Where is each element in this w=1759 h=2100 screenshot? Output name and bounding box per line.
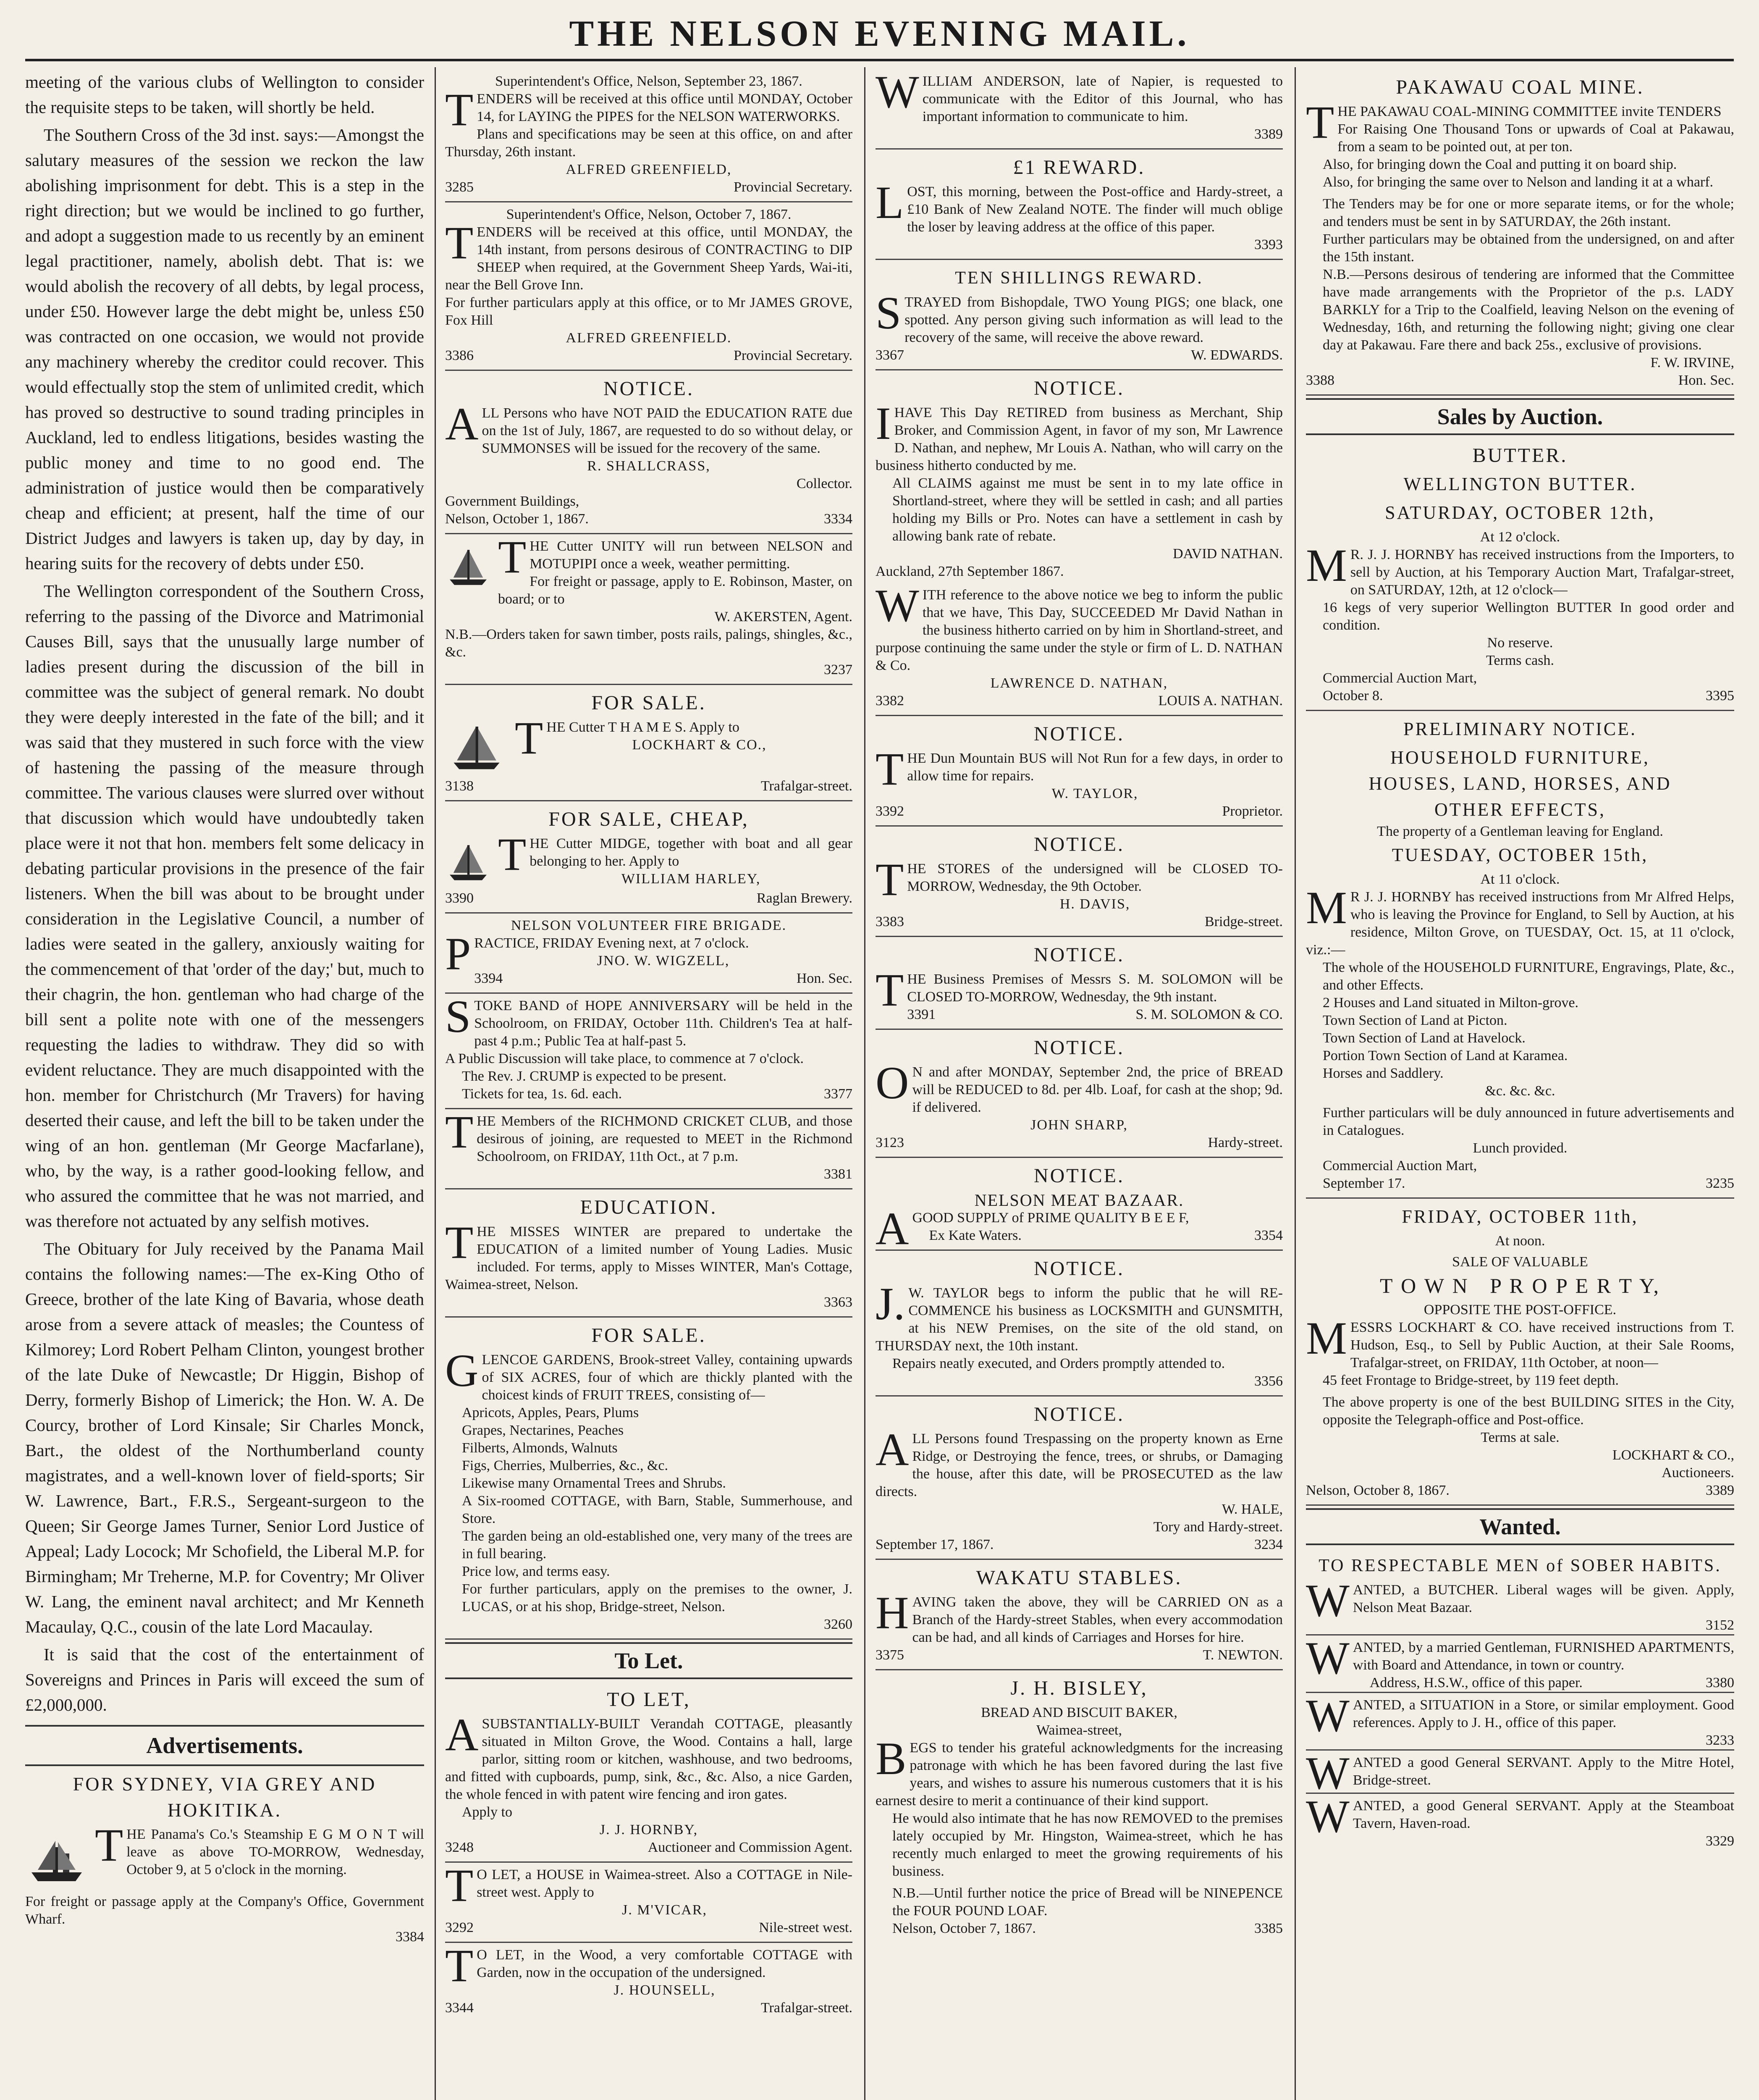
sailing-ship-icon (445, 721, 508, 776)
ad-title: Auctioneers. (1662, 1465, 1734, 1480)
ad-body: GLENCOE GARDENS, Brook-street Valley, containing upwards of SIX ACRES, four of which are thickly planted with the choicest kinds of FRUIT TREES, consisting of— (445, 1345, 852, 1403)
ad-signer: LOCKHART & CO., (1612, 1447, 1734, 1463)
ad-extra: Terms cash. (1486, 653, 1554, 668)
ad-extra: A Public Discussion will take place, to commence at 7 o'clock. (445, 1051, 804, 1066)
ad-office: Superintendent's Office, Nelson, October 7, 1867. (506, 207, 792, 222)
ad-number: 3393 (1254, 237, 1283, 252)
ad-body: THE Cutter UNITY will run between NELSON and MOTUPIPI once a week, weather permitting. (498, 531, 852, 583)
ad-body: STRAYED from Bishopdale, TWO Young PIGS; one black, one spotted. Any person giving such information as will lead to the recovery of the same, will receive the above reward. (876, 287, 1283, 345)
sailing-ship-icon (445, 540, 491, 595)
ad-body: J.W. TAYLOR begs to inform the public that he will RE-COMMENCE his business as LOCKSMITH and GUNSMITH, at his NEW Premises, on the site of the old stand, on THURSDAY next, the 10th instant. (876, 1278, 1283, 1354)
ad-heading: TO LET, (607, 1688, 691, 1711)
ad-heading: NOTICE. (1034, 723, 1125, 745)
cutter-unity-ad (445, 531, 852, 685)
ad-signer: S. M. SOLOMON & CO. (1135, 1007, 1283, 1022)
ad-date-line: TUESDAY, OCTOBER 15th, (1392, 845, 1649, 865)
ad-signer: LAWRENCE D. NATHAN, (990, 675, 1168, 691)
news-paragraph: The Obituary for July received by the Panama Mail contains the following names:—The ex-King Otho of Greece, brother of the late King of Bavaria, whose death arose from a severe attack of measles; the Countess of Kilmorey; Lord Robert Pelham Clinton, youngest brother of the late Duke of Newcastle; Dr Higgin, Bishop of Derry, formerly Bishop of Limerick; the Hon. W. A. De Courcy, brother of Lord Kinsale; Sir Charles Monck, Bart., the oldest of the Northumberland county magistrates, and a well-known lover of field-sports; Sir W. Lawrence, Bart., F.R.S., Sergeant-surgeon to the Queen; Sir George James Turner, Senior Lord Justice of Appeal; Lady Locock; Mr Schofield, the Liberal M.P. for Birmingham; Mr Treherne, M.P. for Coventry; Mr Oliver W. Lang, the eminent naval architect; and Mr Kenneth Macaulay, Q.C., cousin of the late Lord Macaulay. (25, 1239, 424, 1636)
ad-body: TO LET, a HOUSE in Waimea-street. Also a COTTAGE in Nile-street west. Apply to (445, 1860, 852, 1911)
one-pound-reward-ad (876, 150, 1283, 260)
cutter-midge-ad (445, 801, 852, 914)
advertisements-heading: Advertisements. (25, 1725, 424, 1766)
wanted-heading: Wanted. (1306, 1508, 1734, 1545)
ad-heading: WAKATU STABLES. (976, 1567, 1182, 1589)
ad-number: 3381 (824, 1166, 852, 1182)
ad-heading: NOTICE. (1034, 1037, 1125, 1059)
list-item: Portion Town Section of Land at Karamea. (1323, 1048, 1568, 1063)
ad-heading: PRELIMINARY NOTICE. (1403, 719, 1637, 739)
ad-heading: J. H. BISLEY, (1010, 1677, 1148, 1699)
wanted-ads (1306, 1548, 1734, 1855)
list-item: Town Section of Land at Havelock. (1323, 1030, 1526, 1046)
cricket-club-ad (445, 1106, 852, 1189)
ad-subheading: WELLINGTON BUTTER. (1403, 474, 1637, 494)
ad-number: 3285 (445, 179, 474, 195)
ad-extra: Lunch provided. (1473, 1140, 1568, 1156)
ad-heading: £1 REWARD. (1013, 156, 1146, 178)
ad-number: 3248 (445, 1840, 474, 1855)
ad-extra: The Rev. J. CRUMP is expected to be present. (462, 1068, 727, 1084)
ad-note: N.B.—Until further notice the price of Bread will be NINEPENCE the FOUR POUND LOAF. (892, 1885, 1283, 1919)
ad-heading: TEN SHILLINGS REWARD. (955, 268, 1203, 288)
wanted-apartments: WANTED, by a married Gentleman, FURNISHED APARTMENTS, with Board and Attendance, in town or country. (1306, 1633, 1734, 1684)
ad-time: At 12 o'clock. (1480, 529, 1560, 545)
ad-title: Hon. Sec. (796, 971, 852, 986)
ad-number: 3329 (1706, 1833, 1734, 1849)
education-ad (445, 1189, 852, 1318)
ad-subheading: HOUSEHOLD FURNITURE, (1390, 747, 1650, 768)
ad-heading: T O W N P R O P E R T Y, (1379, 1274, 1661, 1297)
ad-date: October 8. (1323, 688, 1383, 704)
ad-extra: 16 kegs of very superior Wellington BUTTER In good order and condition. (1323, 600, 1734, 633)
ad-extra: A Six-roomed COTTAGE, with Barn, Stable, Summerhouse, and Store. (462, 1493, 852, 1526)
ad-extra: The property of a Gentleman leaving for England. (1377, 824, 1663, 839)
pakawau-coal-mine-ad (1306, 69, 1734, 396)
ad-number: 3354 (1254, 1228, 1283, 1243)
ad-body: THE Members of the RICHMOND CRICKET CLUB, and those desirous of joining, are requested to MEET in the Richmond Schoolroom, on FRIDAY, 11th Oct., at 7 p.m. (445, 1106, 852, 1164)
ad-number: 3292 (445, 1920, 474, 1935)
ad-number: 3385 (1254, 1921, 1283, 1936)
ad-extra: The above property is one of the best BUILDING SITES in the City, opposite the Telegraph-office and Post-office. (1323, 1394, 1734, 1428)
ad-body: TENDERS will be received at this office, until MONDAY, the 14th instant, from persons desirous of CONTRACTING to DIP SHEEP when required, at the Government Sheep Yards, Wai-iti, near the Bell Grove Inn. (445, 217, 852, 293)
list-item: For Raising One Thousand Tons or upwards of Coal at Pakawau, from a seam to be pointed out, at per ton. (1337, 121, 1734, 155)
ad-heading: NOTICE. (1034, 833, 1125, 856)
ad-place: Commercial Auction Mart, (1323, 1158, 1477, 1173)
wanted-servant-steamboat: WANTED, a good General SERVANT. Apply at the Steamboat Tavern, Haven-road. (1306, 1791, 1734, 1842)
ad-body: ON and after MONDAY, September 2nd, the price of BREAD will be REDUCED to 8d. per 4lb. Loaf, for cash at the shop; 9d. if delivered. (876, 1057, 1283, 1115)
bus-notice (876, 716, 1283, 827)
ad-number: 3395 (1706, 688, 1734, 704)
ad-number: 3386 (445, 348, 474, 363)
ad-signer: LOUIS A. NATHAN. (1158, 693, 1283, 709)
ad-extra: The Tenders may be for one or more separate items, or for the whole; and tenders must be sent in by SATURDAY, the 26th instant. (1323, 196, 1734, 229)
ad-body: THE Cutter T H A M E S. Apply to (515, 712, 739, 764)
ad-number: 3237 (824, 662, 852, 677)
ad-date: Nelson, October 7, 1867. (892, 1921, 1036, 1936)
ad-date: Nelson, October 1, 1867. (445, 511, 589, 527)
ad-body: STOKE BAND of HOPE ANNIVERSARY will be held in the Schoolroom, on FRIDAY, October 11th. Children's Tea at half-past 4 p.m.; Public Tea at half-past 5. (445, 991, 852, 1049)
ad-heading: NOTICE. (1034, 944, 1125, 966)
davis-stores-notice (876, 827, 1283, 937)
column-ads-3 (876, 69, 1283, 2100)
ad-subheading: BREAD AND BISCUIT BAKER, (981, 1705, 1177, 1720)
wanted-situation: WANTED, a SITUATION in a Store, or similar employment. Good references. Apply to J. H., office of this paper. (1306, 1690, 1734, 1741)
news-paragraph: The Wellington correspondent of the Southern Cross, referring to the passing of the Divorce and Matrimonial Causes Bill, says that the unusually large number of ladies present during the discussion of the bill in committee was the subject of general remark. No doubt they were deeply interested in the fate of the bill; and it was said that they mustered in such force with the view of hastening the passing of the measure through committee. The various clauses were slurred over without that discussion which would have undoubtedly taken place were it not that hon. members felt some delicacy in debating particular provisions in the presence of the fair listeners. When the bill was about to be brought under consideration in the Legislative Council, a number of ladies were seated in the gallery, anxiously waiting for the commencement of that 'order of the day;' but, much to their chagrin, the hon. gentleman who had charge of the bill sent a polite note with one of the messengers requesting the ladies to withdraw. They did so with evident reluctance. They are much disappointed with the hon. member for Christchurch (Mr Travers) for having deserted their cause, and left the bill to be taken under the wing of an hon. gentleman (Mr George Macfarlane), who, by the way, is a rather good-looking fellow, and who assured the committee that he was not married, and was therefore not actuated by any selfish motives. (25, 581, 424, 1231)
ad-date: September 17. (1323, 1176, 1405, 1191)
ad-body: MR J. J. HORNBY has received instructions from Mr Alfred Helps, who is leaving the Province for England, to Sell by Auction, at his residence, Milton Grove, on TUESDAY, Oct. 15, at 11 o'clock, viz.:— (1306, 882, 1734, 958)
list-item: Filberts, Almonds, Walnuts (462, 1440, 618, 1456)
ad-heading: BUTTER. (1472, 444, 1568, 467)
ad-number: 3382 (876, 693, 904, 709)
waterworks-tender-ad (445, 69, 852, 202)
ten-shillings-reward-ad (876, 260, 1283, 370)
ad-place: Tory and Hardy-street. (1153, 1519, 1283, 1535)
list-item: Figs, Cherries, Mulberries, &c., &c. (462, 1458, 668, 1473)
ad-heading: FOR SALE. (591, 1324, 706, 1347)
ad-signer: W. AKERSTEN, Agent. (714, 609, 852, 625)
ad-heading: PAKAWAU COAL MINE. (1396, 76, 1644, 98)
ad-body: MESSRS LOCKHART & CO. have received instructions from T. Hudson, Esq., to Sell by Public Auction, at their Sale Rooms, Trafalgar-street, on FRIDAY, 11th October, at noon— (1306, 1312, 1734, 1370)
ad-signer: J. HOUNSELL, (613, 1982, 716, 1998)
ad-signer: DAVID NATHAN. (1173, 546, 1283, 562)
ad-signer: WILLIAM HARLEY, (621, 871, 761, 887)
ad-heading: EDUCATION. (580, 1196, 718, 1218)
ad-title: Hon. Sec. (1678, 373, 1734, 388)
ad-extra: For further particulars apply at this office, or to Mr JAMES GROVE, Fox Hill (445, 295, 852, 328)
ad-body: THE Panama's Co.'s Steamship E G M O N T will leave as above TO-MORROW, Wednesday, October 9, at 5 o'clock in the morning. (95, 1819, 424, 1877)
ad-number: 3383 (876, 914, 904, 929)
meat-bazaar-notice (876, 1158, 1283, 1254)
ad-signer: ALFRED GREENFIELD, (566, 162, 732, 177)
ad-signer: JNO. W. WIGZELL, (597, 953, 730, 969)
ad-number: 3389 (1706, 1483, 1734, 1498)
ad-body: THE Dun Mountain BUS will Not Run for a few days, in order to allow time for repairs. (876, 743, 1283, 795)
ad-number: 3391 (907, 1007, 936, 1022)
steamship-icon (25, 1828, 88, 1891)
solomon-notice (876, 937, 1283, 1030)
ad-date: September 17, 1867. (876, 1537, 994, 1552)
ad-extra: The garden being an old-established one, very many of the trees are in full bearing. (462, 1528, 852, 1562)
ad-number: 3375 (876, 1647, 904, 1663)
ad-heading: FOR SYDNEY, VIA GREY AND HOKITIKA. (73, 1773, 377, 1821)
ad-heading: NOTICE. (1034, 1403, 1125, 1425)
ad-apply: Apply to (462, 1804, 512, 1820)
ad-subheading: SALE OF VALUABLE (1452, 1254, 1588, 1270)
ad-note: N.B.—Orders taken for sawn timber, posts rails, palings, shingles, &c., &c. (445, 627, 852, 660)
ad-signer: ALFRED GREENFIELD. (566, 330, 732, 346)
ad-body: WITH reference to the above notice we beg to inform the public that we have, This Day, SUCCEEDED Mr David Nathan in the business hitherto carried on by him in Shortland-street, and purpose continuing the same under the style or firm of L. D. NATHAN & Co. (876, 580, 1283, 673)
ad-body: ALL Persons who have NOT PAID the EDUCATION RATE due on the 1st of July, 1867, are requested to do so without delay, or SUMMONSES will be issued for the recovery of the same. (445, 398, 852, 456)
to-let-cottage-ad (445, 1682, 852, 1863)
ad-signer: J. J. HORNBY, (599, 1822, 698, 1838)
ad-signer: H. DAVIS, (1059, 896, 1130, 912)
nathan-notice (876, 370, 1283, 716)
ad-signer: LOCKHART & CO., (632, 737, 767, 753)
ad-heading: TO RESPECTABLE MEN of SOBER HABITS. (1319, 1556, 1722, 1575)
ad-subheading: HOUSES, LAND, HORSES, AND (1368, 773, 1672, 794)
ad-signer: W. EDWARDS. (1191, 347, 1283, 363)
sydney-steamship-ad (25, 1766, 424, 1951)
masthead-rule (25, 59, 1734, 61)
to-let-heading: To Let. (445, 1642, 852, 1679)
ad-signer: W. TAYLOR, (1051, 786, 1138, 801)
news-paragraph: The Southern Cross of the 3d inst. says:—Amongst the salutary measures of the session we reckon the law abolishing imprisonment for debt. This is a step in the right direction; but we would be inclined to go further, and adopt a suggestion made to us recently by an eminent legal practitioner, namely, abolish debt. That is: we would abolish the recovery of all debts, by legal process, under £50. However large the debt might be, unless £50 was contracted on one occasion, we would not provide any machinery whereby the creditor could recover. This would effectually stop the stem of unlimited credit, which has proved so destructive to sound trading principles in Auckland, led to endless litigations, besides wasting the public money and time to no good end. The administration of justice would then be comparatively cheap and efficient; at present, half the time of our District Judges and lawyers is taken up, day by day, in hearing suits for the recovery of debts under £50. (25, 125, 424, 573)
ad-body: LOST, this morning, between the Post-office and Hardy-street, a £10 Bank of New Zealand NOTE. The finder will much oblige the loser by leaving address at the office of this paper. (876, 177, 1283, 235)
list-item: Horses and Saddlery. (1323, 1066, 1444, 1081)
ad-title: Provincial Secretary. (734, 348, 852, 363)
ad-signer: W. HALE, (1222, 1502, 1283, 1517)
ad-subheading: OPPOSITE THE POST-OFFICE. (1423, 1302, 1617, 1318)
anderson-notice (876, 69, 1283, 150)
ad-heading: NOTICE. (1034, 1257, 1125, 1280)
list-item: 2 Houses and Land situated in Milton-grove. (1323, 995, 1579, 1011)
ad-number: 3384 (396, 1929, 424, 1945)
ad-number: 3389 (1254, 126, 1283, 142)
ad-number: 3367 (876, 347, 904, 363)
wanted-butcher: WANTED, a BUTCHER. Liberal wages will be given. Apply, Nelson Meat Bazaar. (1306, 1575, 1734, 1626)
ad-heading: NELSON VOLUNTEER FIRE BRIGADE. (511, 918, 787, 933)
column-rule (1295, 67, 1296, 2100)
list-item: Also, for bringing down the Coal and putting it on board ship. (1323, 157, 1677, 172)
ad-body: THE PAKAWAU COAL-MINING COMMITTEE invite TENDERS (1306, 97, 1722, 148)
ad-body: WILLIAM ANDERSON, late of Napier, is requested to communicate with the Editor of this Journal, who has important information to communicate to him. (876, 69, 1283, 124)
ad-body: IHAVE This Day RETIRED from business as Merchant, Ship Broker, and Commission Agent, in favor of my son, Mr Lawrence D. Nathan, and nephew, Mr Louis A. Nathan, who will carry on the business hitherto conducted by me. (876, 398, 1283, 473)
wanted-servant-mitre: WANTED a good General SERVANT. Apply to the Mitre Hotel, Bridge-street. (1306, 1748, 1734, 1799)
ad-number: 3380 (1706, 1675, 1734, 1690)
ad-number: 3390 (445, 890, 474, 906)
ad-body: AGOOD SUPPLY of PRIME QUALITY B E E F, (876, 1203, 1189, 1254)
list-item: Grapes, Nectarines, Peaches (462, 1423, 624, 1438)
bread-price-notice (876, 1030, 1283, 1158)
trespass-notice (876, 1396, 1283, 1560)
ad-place: Hardy-street. (1208, 1135, 1283, 1150)
news-paragraph: meeting of the various clubs of Wellington to consider the requisite steps to be taken, will shortly be held. (25, 72, 424, 117)
ad-number: 3344 (445, 2000, 474, 2016)
ad-extra: Price low, and terms easy. (462, 1564, 610, 1579)
ad-number: 3234 (1254, 1537, 1283, 1552)
ad-place: Waimea-street, (1036, 1722, 1122, 1738)
ad-place: Commercial Auction Mart, (1323, 670, 1477, 686)
fire-brigade-ad (445, 914, 852, 994)
ad-signer: JOHN SHARP, (1030, 1117, 1128, 1133)
ad-number: 3392 (876, 803, 904, 819)
ad-heading: NOTICE. (1034, 1165, 1125, 1187)
list-item: Apricots, Apples, Pears, Plums (462, 1405, 639, 1420)
to-let-house-ad (445, 1860, 852, 1943)
furniture-auction-ad (1306, 711, 1734, 1199)
town-property-auction-ad (1306, 1199, 1734, 1506)
ad-place: Bridge-street. (1205, 914, 1283, 929)
ad-number: 3260 (824, 1617, 852, 1632)
ad-extra: For further particulars, apply on the premises to the owner, J. LUCAS, or at his shop, Bridge-street, Nelson. (462, 1581, 852, 1614)
ad-extra: Further particulars will be duly announced in future advertisements and in Catalogues. (1323, 1105, 1734, 1138)
butter-auction-ad (1306, 438, 1734, 711)
ad-extra: 45 feet Frontage to Bridge-street, by 119 feet depth. (1323, 1373, 1619, 1388)
ad-number: 3138 (445, 778, 474, 794)
sheep-dip-tender-ad (445, 202, 852, 371)
ad-body: THE Cutter MIDGE, together with boat and all gear belonging to her. Apply to (498, 829, 852, 880)
ad-number: 3235 (1706, 1176, 1734, 1191)
ad-body: BEGS to tender his grateful acknowledgments for the increasing patronage with which he has been favored during the last five years, and wishes to assure his numerous customers that it is his earnest desire to merit a continuance of their kind support. (876, 1733, 1283, 1809)
ad-number: 3377 (824, 1086, 852, 1102)
sales-by-auction-heading: Sales by Auction. (1306, 398, 1734, 435)
ad-time: At noon. (1495, 1233, 1545, 1249)
ad-date: Nelson, October 8, 1867. (1306, 1483, 1450, 1498)
ad-number: 3233 (1706, 1732, 1734, 1748)
ad-body: TENDERS will be received at this office until MONDAY, October 14, for LAYING the PIPES for the NELSON WATERWORKS. (445, 84, 852, 135)
ad-signer: F. W. IRVINE, (1650, 355, 1734, 370)
ad-signer: T. NEWTON. (1203, 1647, 1283, 1663)
ad-body: THE STORES of the undersigned will be CLOSED TO-MORROW, Wednesday, the 9th October. (876, 854, 1283, 905)
column-ads-4 (1306, 69, 1734, 2100)
ad-address: Address, H.S.W., office of this paper. (1369, 1675, 1583, 1690)
ad-date: Auckland, 27th September 1867. (876, 564, 1064, 579)
ad-body: HAVING taken the above, they will be CARRIED ON as a Branch of the Hardy-street Stables, when every accommodation can be had, and all kinds of Carriages and Horses for hire. (876, 1587, 1283, 1645)
ad-number: 3388 (1306, 373, 1334, 388)
ad-extra: Terms at sale. (1481, 1430, 1560, 1445)
ad-body: THE Business Premises of Messrs S. M. SOLOMON will be CLOSED TO-MORROW, Wednesday, the 9th instant. (876, 964, 1283, 1016)
cutter-thames-ad (445, 685, 852, 801)
ad-title: Collector. (796, 476, 852, 491)
sailing-ship-icon (445, 837, 491, 888)
ad-heading: NOTICE. (603, 378, 694, 400)
column-ads-2 (445, 69, 852, 2100)
ad-body: ASUBSTANTIALLY-BUILT Verandah COTTAGE, pleasantly situated in Milton Grove, the Wood. Contains a hall, large parlor, sitting room or kitchen, washhouse, and two bedrooms, and fitted with cupboards, pump, sink, &c., &c. Also, a nice Garden, the whole fenced in with patent wire fencing and iron gates. (445, 1709, 852, 1802)
ad-extra: No reserve. (1487, 635, 1553, 651)
ad-extra: He would also intimate that he has now REMOVED to the premises lately occupied by Mr. Hingston, Waimea-street, which he has recently much enlarged to meet the growing requirements of his business. (892, 1811, 1283, 1879)
ad-extra: Ex Kate Waters. (929, 1228, 1022, 1243)
ad-title: Proprietor. (1222, 803, 1283, 819)
wakatu-stables-ad (876, 1560, 1283, 1670)
ad-extra: Further particulars may be obtained from the undersigned, on and after the 15th instant. (1323, 231, 1734, 265)
ad-office: Superintendent's Office, Nelson, September 23, 1867. (495, 74, 802, 89)
ad-extra: Plans and specifications may be seen at this office, on and after Thursday, 26th instant. (445, 126, 852, 160)
ad-extra: All CLAIMS against me must be sent in to my late office in Shortland-street, where they will be settled in cash; and all parties holding my Bills or Pro. Notes can have a settlement in cash by allowing bank rate of rebate. (892, 475, 1283, 544)
ad-extra: Repairs neatly executed, and Orders promptly attended to. (892, 1356, 1225, 1371)
gunsmith-notice (876, 1251, 1283, 1396)
column-news (25, 69, 424, 2100)
ad-place: Trafalgar-street. (760, 2000, 852, 2016)
ad-number: 3394 (474, 971, 503, 986)
ad-heading: FOR SALE. (591, 692, 706, 714)
news-paragraph: It is said that the cost of the entertainment of Sovereigns and Princes in Paris will exceed the sum of £2,000,000. (25, 1645, 424, 1714)
ad-note: N.B.—Persons desirous of tendering are informed that the Committee have made arrangements with the Proprietor of the p.s. LADY BARKLY for a Trip to the Coalfield, leaving Nelson on the evening of Wednesday, 16th, and returning the following night; giving one clear day at Pakawau. Fare there and back 25s., exclusive of provisions. (1323, 267, 1734, 353)
ad-title: Auctioneer and Commission Agent. (648, 1840, 852, 1855)
ad-date-line: SATURDAY, OCTOBER 12th, (1385, 502, 1655, 523)
ad-title: Provincial Secretary. (734, 179, 852, 195)
stoke-band-ad (445, 991, 852, 1109)
ad-subheading: OTHER EFFECTS, (1434, 799, 1606, 820)
ad-extra: For freight or passage, apply to E. Robinson, Master, on board; or to (498, 574, 852, 607)
ad-signer: R. SHALLCRASS, (587, 458, 710, 474)
ad-body: THE MISSES WINTER are prepared to undertake the EDUCATION of a limited number of Young Ladies. Music included. For terms, apply to Misses WINTER, Man's Cottage, Waimea-street, Nelson. (445, 1217, 852, 1292)
ad-tickets: Tickets for tea, 1s. 6d. each. (462, 1086, 622, 1102)
glencoe-gardens-ad (445, 1318, 852, 1640)
ad-subheading: NELSON MEAT BAZAAR. (974, 1191, 1184, 1210)
list-item: Also, for bringing the same over to Nelson and landing it at a wharf. (1323, 174, 1714, 190)
masthead: THE NELSON EVENING MAIL. (569, 13, 1190, 54)
ad-body: MR. J. J. HORNBY has received instructions from the Importers, to sell by Auction, at his Temporary Auction Mart, Trafalgar-street, on SATURDAY, 12th, at 12 o'clock— (1306, 540, 1734, 598)
ad-signer: J. M'VICAR, (622, 1902, 708, 1918)
ad-heading: FOR SALE, CHEAP, (548, 808, 749, 830)
column-rule (435, 67, 436, 2100)
ad-place: Nile-street west. (759, 1920, 852, 1935)
ad-time: At 11 o'clock. (1480, 872, 1560, 887)
ad-extra: Likewise many Ornamental Trees and Shrubs. (462, 1475, 726, 1491)
ad-place: Raglan Brewery. (756, 890, 852, 906)
ad-number: 3334 (824, 511, 852, 527)
ad-heading: NOTICE. (1034, 377, 1125, 399)
ad-number: 3356 (1254, 1373, 1283, 1389)
ad-freight: For freight or passage apply at the Company's Office, Government Wharf. (25, 1894, 424, 1927)
ad-number: 3363 (824, 1294, 852, 1310)
to-let-wood-cottage-ad (445, 1940, 852, 2022)
ad-number: 3152 (1706, 1617, 1734, 1633)
list-item: Town Section of Land at Picton. (1323, 1013, 1507, 1028)
ad-place: Government Buildings, (445, 494, 579, 509)
column-rule (864, 67, 865, 2100)
list-item: The whole of the HOUSEHOLD FURNITURE, Engravings, Plate, &c., and other Effects. (1323, 960, 1734, 993)
ad-place: Trafalgar-street. (760, 778, 852, 794)
ad-body: PRACTICE, FRIDAY Evening next, at 7 o'clock. (445, 928, 749, 979)
ad-number: 3123 (876, 1135, 904, 1150)
education-rate-notice (445, 371, 852, 534)
bisley-baker-ad (876, 1670, 1283, 1942)
ad-date-line: FRIDAY, OCTOBER 11th, (1402, 1206, 1638, 1227)
ad-body: ALL Persons found Trespassing on the property known as Erne Ridge, or Destroying the fence, trees, or shrubs, or Damaging the house, after this date, will be PROSECUTED as the law directs. (876, 1424, 1283, 1499)
ad-body: TO LET, in the Wood, a very comfortable COTTAGE with Garden, now in the occupation of the undersigned. (445, 1940, 852, 1991)
list-item: &c. &c. &c. (1485, 1083, 1555, 1099)
